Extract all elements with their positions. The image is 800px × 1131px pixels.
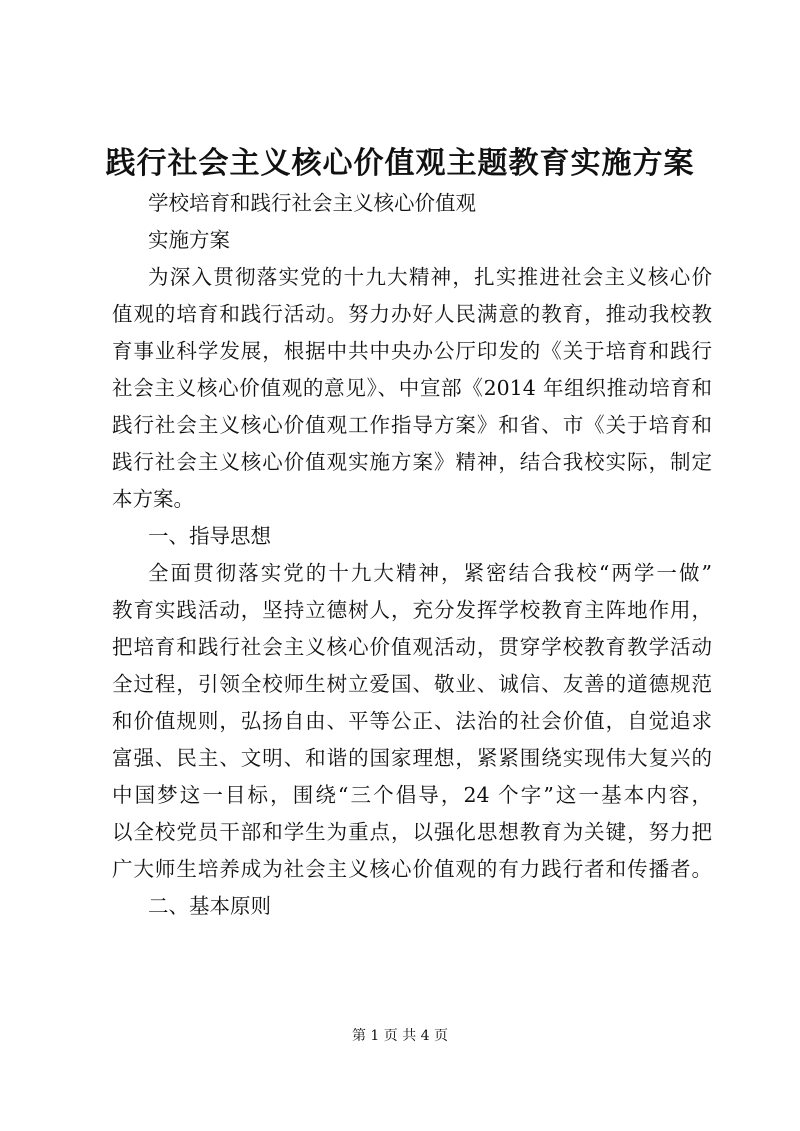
document-title: 践行社会主义核心价值观主题教育实施方案 <box>105 146 695 181</box>
paragraph-line: 教育实践活动，坚持立德树人，充分发挥学校教育主阵地作用， <box>112 598 712 622</box>
paragraph-line: 全面贯彻落实党的十九大精神，紧密结合我校“两学一做” <box>148 561 712 585</box>
paragraph-line: 把培育和践行社会主义核心价值观活动，贯穿学校教育教学活动 <box>112 635 712 659</box>
paragraph-line: 践行社会主义核心价值观工作指导方案》和省、市《关于培育和 <box>112 413 712 437</box>
paragraph-line: 为深入贯彻落实党的十九大精神，扎实推进社会主义核心价 <box>148 265 712 289</box>
page-footer: 第 1 页 共 4 页 <box>351 1028 449 1044</box>
paragraph-line: 一、指导思想 <box>148 524 271 548</box>
paragraph-line: 学校培育和践行社会主义核心价值观 <box>148 191 476 215</box>
paragraph-line: 二、基本原则 <box>148 894 271 918</box>
paragraph-line: 中国梦这一目标，围绕“三个倡导，24 个字”这一基本内容， <box>112 783 712 807</box>
paragraph-line: 践行社会主义核心价值观实施方案》精神，结合我校实际，制定 <box>112 450 712 474</box>
paragraph-line: 富强、民主、文明、和谐的国家理想，紧紧围绕实现伟大复兴的 <box>112 746 712 770</box>
paragraph-line: 实施方案 <box>148 228 230 252</box>
paragraph-line: 广大师生培养成为社会主义核心价值观的有力践行者和传播者。 <box>112 857 712 881</box>
paragraph-line: 育事业科学发展，根据中共中央办公厅印发的《关于培育和践行 <box>112 339 712 363</box>
paragraph-line: 值观的培育和践行活动。努力办好人民满意的教育，推动我校教 <box>112 302 712 326</box>
paragraph-line: 本方案。 <box>112 487 194 511</box>
paragraph-line: 和价值规则，弘扬自由、平等公正、法治的社会价值，自觉追求 <box>112 709 712 733</box>
document-body <box>112 185 712 925</box>
paragraph-line: 以全校党员干部和学生为重点，以强化思想教育为关键，努力把 <box>112 820 712 844</box>
paragraph-line: 全过程，引领全校师生树立爱国、敬业、诚信、友善的道德规范 <box>112 672 712 696</box>
paragraph-line: 社会主义核心价值观的意见》、中宣部《2014 年组织推动培育和 <box>112 376 712 400</box>
